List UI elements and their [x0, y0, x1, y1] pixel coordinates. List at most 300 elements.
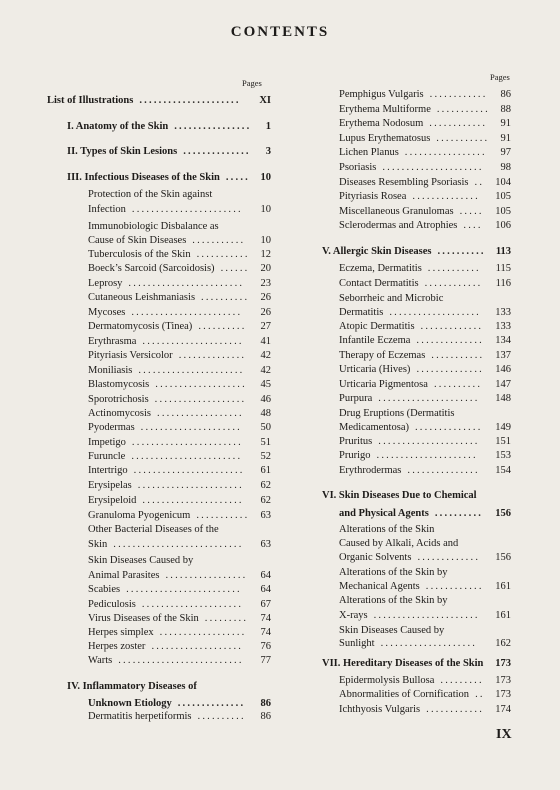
dot-leader: ...................	[151, 641, 244, 652]
dot-leader: ............	[429, 118, 488, 129]
dot-leader: ..	[474, 177, 485, 188]
toc-entry	[322, 657, 511, 671]
toc-entry-title: Lichen Planus	[339, 147, 399, 158]
dot-leader: ...................	[154, 394, 247, 405]
toc-entry	[339, 103, 511, 117]
dot-leader: ......................	[373, 610, 480, 621]
pages-column-label-right: Pages	[490, 72, 510, 82]
dot-leader: ............	[424, 278, 483, 289]
toc-entry	[88, 640, 271, 654]
toc-entry	[339, 674, 511, 688]
dot-leader: ..........	[433, 379, 483, 390]
dot-leader: ...........	[436, 133, 490, 144]
toc-entry-page: 42	[260, 350, 271, 361]
toc-entry	[339, 435, 511, 449]
dot-leader: ...........	[196, 510, 250, 521]
toc-entry-title: Sclerodermas and Atrophies	[339, 220, 458, 231]
toc-entry	[88, 291, 271, 305]
toc-entry-title: II. Types of Skin Lesions	[67, 146, 178, 157]
toc-entry-page: 63	[260, 539, 271, 550]
dot-leader: .......................	[131, 307, 243, 318]
toc-entry-page: 133	[495, 321, 511, 332]
dot-leader: ...........	[436, 104, 490, 115]
toc-entry	[67, 120, 271, 134]
dot-leader: .......................	[131, 204, 243, 215]
toc-entry-title: and Physical Agents	[339, 508, 429, 519]
toc-entry-title: I. Anatomy of the Skin	[67, 121, 169, 132]
toc-entry-page: 23	[260, 278, 271, 289]
toc-entry	[88, 364, 271, 378]
toc-entry	[322, 489, 511, 503]
toc-entry-page: 173	[495, 675, 511, 686]
dot-leader: .....................	[378, 436, 480, 447]
toc-entry	[88, 523, 271, 537]
toc-entry	[339, 551, 511, 565]
toc-entry	[339, 703, 511, 717]
toc-entry-title: Lupus Erythematosus	[339, 133, 431, 144]
dot-leader: ..........	[198, 321, 247, 332]
toc-entry-page: 105	[495, 191, 511, 202]
toc-entry	[88, 450, 271, 464]
toc-entry-title: Virus Diseases of the Skin	[88, 613, 199, 624]
toc-entry-page: 26	[260, 292, 271, 303]
toc-entry-title: Cutaneous Leishmaniasis	[88, 292, 196, 303]
toc-entry	[88, 393, 271, 407]
toc-entry-title: Herpes simplex	[88, 627, 154, 638]
toc-entry-title: Protection of the Skin against	[88, 189, 213, 200]
toc-entry-page: 45	[260, 379, 271, 390]
toc-entry-page: 62	[260, 480, 271, 491]
dot-leader: .....	[225, 172, 250, 183]
toc-entry-page: 115	[495, 263, 511, 274]
toc-entry	[339, 449, 511, 463]
dot-leader: ..........	[437, 246, 486, 257]
dot-leader: .....................	[378, 393, 480, 404]
dot-leader: .......................	[131, 437, 243, 448]
toc-entry-title: Drug Eruptions (Dermatitis	[339, 408, 455, 419]
dot-leader: ....	[463, 220, 483, 231]
toc-entry-title: X-rays	[339, 610, 368, 621]
toc-entry-title: Herpes zoster	[88, 641, 146, 652]
toc-entry-title: Prurigo	[339, 450, 371, 461]
toc-entry-title: Dermatitis herpetiformis	[88, 711, 192, 722]
toc-entry-title: VII. Hereditary Diseases of the Skin	[322, 658, 484, 669]
dot-leader: .......................	[131, 451, 243, 462]
toc-entry-page: 64	[260, 570, 271, 581]
toc-entry-title: Leprosy	[88, 278, 123, 289]
toc-entry-title: Eczema, Dermatitis	[339, 263, 422, 274]
toc-entry-page: 3	[265, 146, 271, 157]
toc-entry-title: Pityriasis Versicolor	[88, 350, 173, 361]
toc-entry	[88, 598, 271, 612]
toc-entry	[339, 219, 511, 233]
dot-leader: .............	[420, 321, 484, 332]
dot-leader: ............	[426, 704, 485, 715]
toc-entry	[339, 363, 511, 377]
toc-entry-title: Seborrheic and Microbic	[339, 293, 444, 304]
dot-leader: ....................	[380, 638, 478, 649]
toc-entry-page: 133	[495, 307, 511, 318]
toc-entry-title: Skin Diseases Caused by	[88, 555, 194, 566]
toc-entry-title: Erythema Nodosum	[339, 118, 424, 129]
toc-entry	[339, 190, 511, 204]
toc-entry-title: Boeck’s Sarcoid (Sarcoidosis)	[88, 263, 215, 274]
toc-entry	[339, 421, 511, 435]
dot-leader: ..............	[178, 350, 247, 361]
page-number: IX	[496, 727, 512, 742]
dot-leader: ............	[425, 581, 484, 592]
toc-entry	[339, 306, 511, 320]
toc-entry-title: Scabies	[88, 584, 121, 595]
toc-entry-page: 27	[260, 321, 271, 332]
toc-entry	[339, 566, 511, 580]
toc-entry	[67, 680, 271, 694]
toc-entry-page: 74	[260, 613, 271, 624]
toc-entry-title: Miscellaneous Granulomas	[339, 206, 454, 217]
toc-entry	[88, 320, 271, 334]
toc-entry-title: Urticaria (Hives)	[339, 364, 411, 375]
toc-entry-page: 67	[260, 599, 271, 610]
toc-entry-page: 162	[495, 638, 511, 649]
toc-entry	[88, 234, 271, 248]
toc-entry	[88, 569, 271, 583]
toc-entry-title: Alterations of the Skin	[339, 524, 435, 535]
dot-leader: ..	[475, 689, 485, 700]
toc-entry-title: Epidermolysis Bullosa	[339, 675, 435, 686]
toc-entry-page: 86	[260, 711, 271, 722]
toc-entry-page: 91	[500, 118, 511, 129]
toc-entry-title: Pityriasis Rosea	[339, 191, 407, 202]
dot-leader: ..............	[412, 191, 480, 202]
toc-entry	[339, 88, 511, 102]
dot-leader: ...........	[431, 350, 485, 361]
toc-entry-page: 146	[495, 364, 511, 375]
toc-entry	[88, 407, 271, 421]
toc-entry-title: Mechanical Agents	[339, 581, 420, 592]
toc-entry-page: 97	[500, 147, 511, 158]
dot-leader: ......................	[137, 480, 244, 491]
toc-entry	[88, 436, 271, 450]
toc-entry-title: Caused by Alkali, Acids and	[339, 538, 459, 549]
toc-entry	[88, 583, 271, 597]
toc-entry	[339, 262, 511, 276]
toc-entry-title: Pemphigus Vulgaris	[339, 89, 424, 100]
toc-entry-page: 52	[260, 451, 271, 462]
toc-entry	[339, 334, 511, 348]
toc-entry-title: Contact Dermatitis	[339, 278, 419, 289]
toc-entry-page: 149	[495, 422, 511, 433]
toc-entry-title: Diseases Resembling Psoriasis	[339, 177, 469, 188]
toc-entry	[339, 609, 511, 623]
toc-entry-title: VI. Skin Diseases Due to Chemical	[322, 490, 477, 501]
toc-entry-page: 26	[260, 307, 271, 318]
toc-entry	[339, 523, 511, 537]
toc-entry	[339, 637, 511, 651]
toc-entry-page: 98	[500, 162, 511, 173]
toc-entry-title: Furuncle	[88, 451, 126, 462]
dot-leader: .....................	[376, 450, 478, 461]
toc-entry-title: Pediculosis	[88, 599, 136, 610]
toc-entry-title: Granuloma Pyogenicum	[88, 510, 191, 521]
toc-entry-title: III. Infectious Diseases of the Skin	[67, 172, 220, 183]
toc-entry-title: Immunobiologic Disbalance as	[88, 221, 219, 232]
toc-entry-page: 64	[260, 584, 271, 595]
dot-leader: .....................	[382, 162, 484, 173]
toc-entry	[88, 378, 271, 392]
toc-entry-page: 12	[260, 249, 271, 260]
toc-entry	[339, 624, 511, 638]
toc-entry-page: 46	[260, 394, 271, 405]
toc-entry-title: Mycoses	[88, 307, 126, 318]
toc-entry	[339, 320, 511, 334]
dot-leader: .....	[459, 206, 484, 217]
toc-entry-title: Abnormalities of Cornification	[339, 689, 470, 700]
toc-entry-page: 20	[260, 263, 271, 274]
toc-entry-page: 51	[260, 437, 271, 448]
toc-entry-page: 137	[495, 350, 511, 361]
toc-entry-page: 63	[260, 510, 271, 521]
toc-entry	[88, 654, 271, 668]
toc-entry-page: 161	[495, 581, 511, 592]
toc-entry-title: Dermatitis	[339, 307, 384, 318]
toc-entry	[339, 146, 511, 160]
toc-entry-title: Pruritus	[339, 436, 373, 447]
toc-entry-page: 76	[260, 641, 271, 652]
toc-entry	[88, 220, 271, 234]
dot-leader: .....................	[139, 95, 241, 106]
dot-leader: ...........................	[113, 539, 244, 550]
toc-entry-page: 161	[495, 610, 511, 621]
toc-entry-title: Therapy of Eczemas	[339, 350, 426, 361]
toc-entry-page: 106	[495, 220, 511, 231]
toc-entry-page: 91	[500, 133, 511, 144]
dot-leader: ..............	[177, 698, 246, 709]
toc-entry	[339, 349, 511, 363]
dot-leader: ..................	[157, 408, 244, 419]
dot-leader: ..........	[201, 292, 250, 303]
toc-entry-title: IV. Inflammatory Diseases of	[67, 681, 197, 692]
toc-entry-page: XI	[259, 95, 271, 106]
toc-entry	[339, 378, 511, 392]
toc-entry-title: Actinomycosis	[88, 408, 151, 419]
toc-entry-title: Other Bacterial Diseases of the	[88, 524, 219, 535]
toc-entry-page: 10	[260, 172, 271, 183]
toc-entry-title: Medicamentosa)	[339, 422, 409, 433]
toc-entry-title: Skin	[88, 539, 108, 550]
toc-entry	[339, 688, 511, 702]
toc-entry	[67, 145, 271, 159]
toc-entry-title: Atopic Dermatitis	[339, 321, 415, 332]
toc-entry	[339, 292, 511, 306]
dot-leader: ...........	[192, 235, 246, 246]
toc-entry	[88, 306, 271, 320]
toc-entry-page: 48	[260, 408, 271, 419]
toc-entry	[88, 349, 271, 363]
toc-entry-title: Pyodermas	[88, 422, 135, 433]
toc-entry	[339, 594, 511, 608]
dot-leader: .....................	[140, 422, 242, 433]
toc-entry	[47, 94, 271, 108]
toc-entry	[339, 176, 511, 190]
toc-entry-page: 50	[260, 422, 271, 433]
toc-entry	[88, 479, 271, 493]
toc-entry-title: Unknown Etiology	[88, 698, 172, 709]
toc-entry-page: 42	[260, 365, 271, 376]
toc-entry	[88, 421, 271, 435]
toc-entry	[339, 507, 511, 521]
dot-leader: .................	[165, 570, 248, 581]
dot-leader: ......................	[138, 365, 245, 376]
dot-leader: ..................	[159, 627, 247, 638]
dot-leader: .................	[404, 147, 487, 158]
toc-entry-title: Moniliasis	[88, 365, 133, 376]
toc-entry-page: 134	[495, 335, 511, 346]
toc-entry	[339, 132, 511, 146]
toc-entry-page: 113	[495, 246, 511, 257]
dot-leader: ..............	[414, 422, 483, 433]
toc-entry-title: Impetigo	[88, 437, 126, 448]
toc-entry	[339, 464, 511, 478]
toc-entry	[88, 494, 271, 508]
pages-column-label-left: Pages	[242, 78, 262, 88]
toc-entry-page: 62	[260, 495, 271, 506]
toc-entry	[339, 117, 511, 131]
toc-entry-page: 86	[500, 89, 511, 100]
toc-entry-page: 151	[495, 436, 511, 447]
toc-entry	[88, 277, 271, 291]
toc-entry-page: 148	[495, 393, 511, 404]
toc-entry-title: Erythrodermas	[339, 465, 402, 476]
toc-entry	[339, 537, 511, 551]
dot-leader: ................	[174, 121, 252, 132]
toc-entry-page: 156	[495, 552, 511, 563]
toc-entry	[88, 509, 271, 523]
dot-leader: ...................	[155, 379, 247, 390]
dot-leader: ........................	[126, 584, 242, 595]
toc-entry-page: 173	[495, 689, 511, 700]
dot-leader: .....................	[142, 495, 244, 506]
page-heading: CONTENTS	[230, 24, 330, 40]
dot-leader: ............	[429, 89, 488, 100]
dot-leader: ..........	[197, 711, 246, 722]
toc-entry-page: 104	[495, 177, 511, 188]
toc-entry-title: Erysipelas	[88, 480, 132, 491]
toc-entry-title: Alterations of the Skin by	[339, 567, 448, 578]
dot-leader: ........................	[128, 278, 245, 289]
toc-entry-page: 156	[495, 508, 511, 519]
toc-entry	[88, 464, 271, 478]
toc-entry-page: 86	[260, 698, 271, 709]
toc-entry-title: V. Allergic Skin Diseases	[322, 246, 432, 257]
toc-entry	[67, 171, 271, 185]
toc-entry-title: Erythema Multiforme	[339, 104, 431, 115]
toc-entry-page: 10	[260, 235, 271, 246]
toc-entry-page: 41	[260, 336, 271, 347]
toc-entry-page: 105	[495, 206, 511, 217]
toc-entry-title: Alterations of the Skin by	[339, 595, 448, 606]
toc-entry-page: 174	[495, 704, 511, 715]
toc-entry-title: Animal Parasites	[88, 570, 160, 581]
toc-entry-title: Erysipeloid	[88, 495, 137, 506]
dot-leader: .........	[204, 613, 249, 624]
dot-leader: .....................	[141, 599, 244, 610]
toc-entry	[339, 392, 511, 406]
toc-entry-title: Urticaria Pigmentosa	[339, 379, 428, 390]
dot-leader: .......................	[133, 465, 245, 476]
toc-entry-page: 147	[495, 379, 511, 390]
dot-leader: ..........................	[118, 655, 244, 666]
toc-entry-page: 88	[500, 104, 511, 115]
toc-entry	[88, 697, 271, 711]
toc-entry	[88, 262, 271, 276]
toc-entry-title: List of Illustrations	[47, 95, 134, 106]
dot-leader: ..............	[416, 364, 484, 375]
toc-entry-title: Tuberculosis of the Skin	[88, 249, 191, 260]
toc-entry	[322, 245, 511, 259]
toc-entry-page: 77	[260, 655, 271, 666]
dot-leader: ...........	[196, 249, 250, 260]
toc-entry-title: Organic Solvents	[339, 552, 412, 563]
dot-leader: .............	[417, 552, 481, 563]
toc-entry	[339, 580, 511, 594]
toc-entry-title: Infantile Eczema	[339, 335, 411, 346]
dot-leader: .........	[440, 675, 484, 686]
dot-leader: ..........	[434, 508, 484, 519]
toc-entry	[339, 407, 511, 421]
toc-entry-title: Infection	[88, 204, 126, 215]
toc-entry-title: Ichthyosis Vulgaris	[339, 704, 421, 715]
toc-entry-page: 1	[265, 121, 271, 132]
dot-leader: ...............	[407, 465, 480, 476]
toc-entry-title: Sporotrichosis	[88, 394, 149, 405]
toc-entry-title: Sunlight	[339, 638, 375, 649]
toc-entry	[88, 335, 271, 349]
dot-leader: ..............	[416, 335, 484, 346]
toc-entry-title: Cause of Skin Diseases	[88, 235, 187, 246]
toc-entry	[88, 203, 271, 217]
toc-entry-title: Psoriasis	[339, 162, 377, 173]
dot-leader: ...........	[427, 263, 481, 274]
toc-entry	[339, 277, 511, 291]
toc-entry-page: 153	[495, 450, 511, 461]
toc-entry-page: 10	[260, 204, 271, 215]
dot-leader: ...................	[389, 307, 482, 318]
toc-entry	[339, 161, 511, 175]
dot-leader: ..............	[183, 146, 251, 157]
toc-entry	[88, 612, 271, 626]
toc-entry-page: 116	[495, 278, 511, 289]
dot-leader: ......	[220, 263, 250, 274]
toc-entry-page: 173	[495, 658, 511, 669]
toc-entry	[88, 710, 271, 724]
toc-entry-page: 74	[260, 627, 271, 638]
toc-entry-page: 154	[495, 465, 511, 476]
toc-entry	[339, 205, 511, 219]
toc-entry-title: Purpura	[339, 393, 373, 404]
toc-entry	[88, 248, 271, 262]
toc-entry	[88, 538, 271, 552]
dot-leader: .....................	[142, 336, 244, 347]
toc-entry-title: Erythrasma	[88, 336, 137, 347]
toc-entry	[88, 554, 271, 568]
toc-entry-title: Dermatomycosis (Tinea)	[88, 321, 193, 332]
toc-entry-title: Intertrigo	[88, 465, 128, 476]
toc-entry-title: Warts	[88, 655, 113, 666]
toc-entry-title: Blastomycosis	[88, 379, 150, 390]
toc-entry	[88, 188, 271, 202]
toc-entry	[88, 626, 271, 640]
toc-entry-title: Skin Diseases Caused by	[339, 625, 445, 636]
